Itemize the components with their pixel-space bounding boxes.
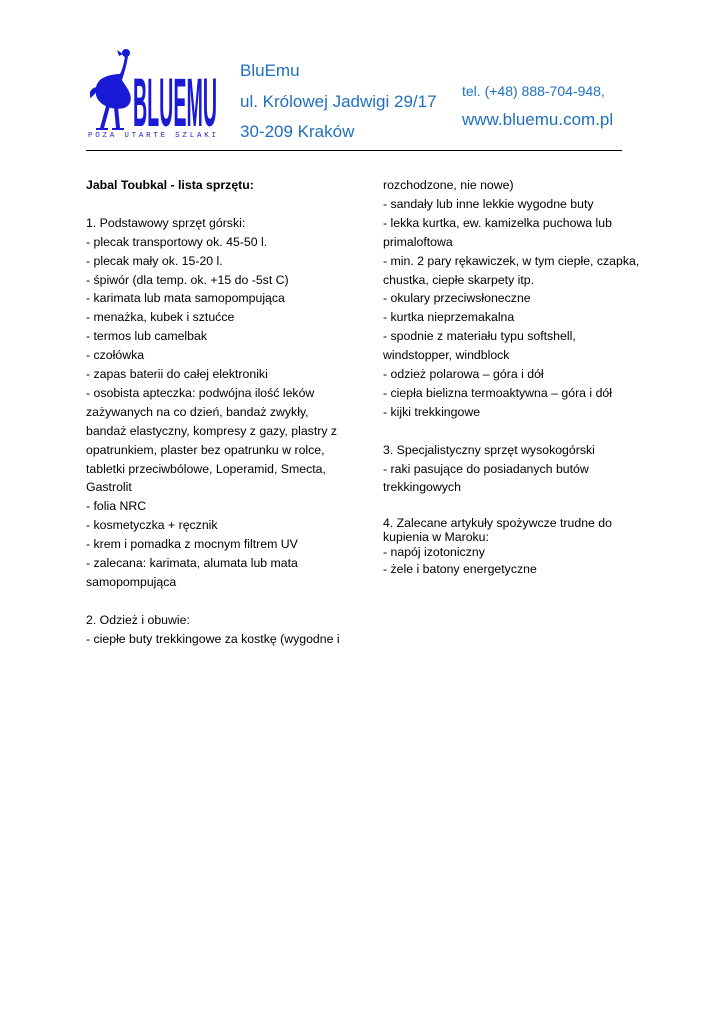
section3-list: [383, 460, 645, 498]
contact-block: [462, 80, 613, 135]
list-item: zażywanych na co dzień, bandaż zwykły,: [86, 404, 309, 419]
list-item: Gastrolit: [86, 480, 132, 495]
list-item: - karimata lub mata samopompująca: [86, 291, 285, 306]
company-address-block: [240, 56, 437, 148]
section2-heading: 2. Odzież i obuwie:: [86, 612, 190, 627]
list-item: - lekka kurtka, ew. kamizelka puchowa lub: [383, 215, 612, 230]
section2-list-continued: [383, 176, 645, 422]
section4-list: [383, 544, 645, 578]
list-item: bandaż elastyczny, kompresy z gazy, plastry z: [86, 423, 338, 438]
list-item: - śpiwór (dla temp. ok. +15 do -5st C): [86, 272, 289, 287]
list-item: - okulary przeciwsłoneczne: [383, 291, 531, 306]
address-city: 30-209 Kraków: [240, 122, 355, 141]
list-item: - termos lub camelbak: [86, 329, 207, 344]
list-item: - spodnie z materiału typu softshell,: [383, 329, 576, 344]
list-item: - kijki trekkingowe: [383, 404, 481, 419]
website-link[interactable]: www.bluemu.com.pl: [462, 110, 614, 129]
list-item: - odzież polarowa – góra i dół: [383, 367, 544, 382]
list-item: - ciepłe buty trekkingowe za kostkę (wygodne i: [86, 631, 340, 646]
left-column: [86, 176, 354, 649]
list-item: opatrunkiem, plaster bez opatrunku w rolce,: [86, 442, 325, 457]
list-item: rozchodzone, nie nowe): [383, 178, 514, 192]
list-item: - folia NRC: [86, 499, 147, 514]
list-item: - żele i batony energetyczne: [383, 562, 537, 577]
list-item: - raki pasujące do posiadanych butów: [383, 461, 589, 476]
list-item: - osobista apteczka: podwójna ilość leków: [86, 385, 315, 400]
list-item: - czołówka: [86, 348, 145, 363]
document-title: Jabal Toubkal - lista sprzętu:: [86, 178, 254, 192]
list-item: tabletki przeciwbólowe, Loperamid, Smecta,: [86, 461, 326, 476]
list-item: - kosmetyczka + ręcznik: [86, 518, 218, 533]
header-divider: [86, 150, 622, 151]
phone-number: tel. (+48) 888-704-948,: [462, 83, 605, 99]
bluemu-emu-logo-icon: [86, 44, 220, 140]
list-item: - napój izotoniczny: [383, 545, 485, 560]
list-item: - ciepła bielizna termoaktywna – góra i dół: [383, 385, 612, 400]
section3-heading: 3. Specjalistyczny sprzęt wysokogórski: [383, 442, 595, 457]
right-column: [383, 176, 645, 578]
logo-brand-text: BLUEMU: [133, 65, 217, 140]
company-name: BluEmu: [240, 61, 300, 80]
list-item: - krem i pomadka z mocnym filtrem UV: [86, 537, 298, 552]
list-item: primaloftowa: [383, 234, 453, 249]
letterhead: [0, 0, 725, 160]
section2-list: [86, 630, 354, 649]
section4-heading-line2: kupienia w Maroku:: [383, 530, 489, 545]
logo-tagline: POZA UTARTE SZLAKI: [88, 132, 216, 140]
list-item: - min. 2 pary rękawiczek, w tym ciepłe, czapka,: [383, 253, 640, 268]
list-item: - plecak transportowy ok. 45-50 l.: [86, 234, 268, 249]
list-item: - sandały lub inne lekkie wygodne buty: [383, 196, 594, 211]
list-item: - plecak mały ok. 15-20 l.: [86, 253, 223, 268]
section1-heading: 1. Podstawowy sprzęt górski:: [86, 215, 246, 230]
address-street: ul. Królowej Jadwigi 29/17: [240, 91, 437, 111]
list-item: trekkingowych: [383, 480, 461, 495]
list-item: windstopper, windblock: [383, 348, 510, 363]
list-item: chustka, ciepłe skarpety itp.: [383, 272, 535, 287]
list-item: samopompująca: [86, 575, 177, 590]
list-item: - kurtka nieprzemakalna: [383, 310, 515, 325]
section1-list: [86, 233, 354, 592]
section4-heading-line1: 4. Zalecane artykuły spożywcze trudne do: [383, 516, 612, 531]
list-item: - menażka, kubek i sztućce: [86, 310, 235, 325]
list-item: - zalecana: karimata, alumata lub mata: [86, 556, 298, 571]
list-item: - zapas baterii do całej elektroniki: [86, 367, 268, 382]
